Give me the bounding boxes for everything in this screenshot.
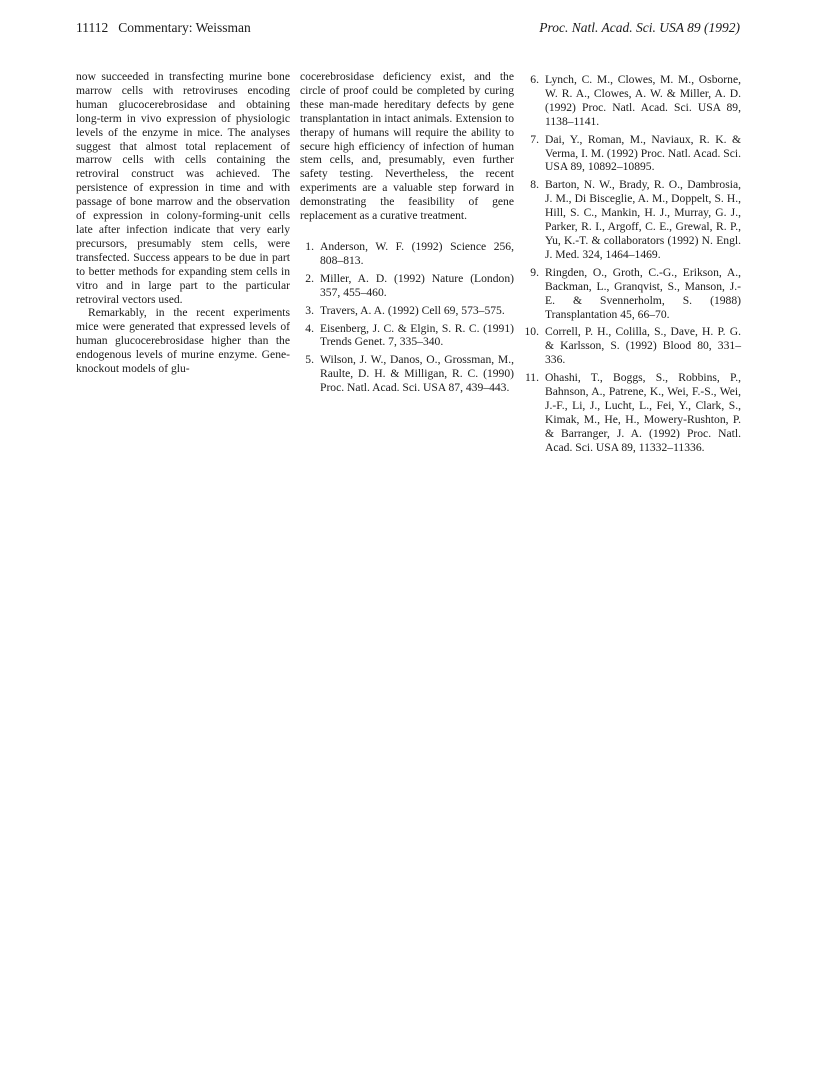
reference-item: 2. Miller, A. D. (1992) Nature (London) 357, 455–460.	[305, 271, 514, 299]
running-header	[76, 20, 740, 38]
column-2	[300, 70, 514, 399]
body-paragraph-2-end: cocerebrosidase deficiency exist, and the circle of proof could be completed by curing these man-made hereditary defects by gene transplantation in intact animals. Extension to therapy of humans will require the ability to secure high efficiency of infection of human stem cells, and, presumably, even further safety testing. Nevertheless, the recent experiments are a valuable step forward in demonstrating the feasibility of gene replacement as a curative treatment.	[300, 70, 514, 223]
reference-item: 7. Dai, Y., Roman, M., Naviaux, R. K. & Verma, I. M. (1992) Proc. Natl. Acad. Sci. USA 89, 10892–10895.	[530, 132, 741, 174]
reference-list-part-2	[523, 73, 741, 455]
reference-item: 4. Eisenberg, J. C. & Elgin, S. R. C. (1991) Trends Genet. 7, 335–340.	[305, 321, 514, 349]
reference-item: 9. Ringden, O., Groth, C.-G., Erikson, A., Backman, L., Granqvist, S., Manson, J.-E. & Svennerholm, S. (1988) Transplantation 45, 66–70.	[530, 265, 741, 321]
reference-item: 6. Lynch, C. M., Clowes, M. M., Osborne, W. R. A., Clowes, A. W. & Miller, A. D. (1992) Proc. Natl. Acad. Sci. USA 89, 1138–1141.	[530, 73, 741, 128]
page-number: 11112	[76, 20, 109, 35]
reference-item: 3. Travers, A. A. (1992) Cell 69, 573–575.	[305, 303, 505, 317]
column-1	[76, 70, 290, 376]
reference-list-part-1	[300, 240, 514, 395]
column-3	[523, 73, 741, 459]
body-paragraph-2-start: Remarkably, in the recent experiments mice were generated that expressed levels of human glucocerebrosidase higher than the endogenous levels of murine enzyme. Gene-knockout models of glu-	[76, 306, 290, 376]
header-left	[76, 20, 251, 36]
reference-item: 11. Ohashi, T., Boggs, S., Robbins, P., Bahnson, A., Patrene, K., Wei, F.-S., Wei, J.-F., Li, J., Lucht, L., Fei, Y., Clark, S., Kimak, M., He, H., Mowery-Rushton, P. & Barranger, J. A. (1992) Proc. Natl. Acad. Sci. USA 89, 11332–11336.	[524, 371, 741, 454]
body-paragraph-1: now succeeded in transfecting murine bone marrow cells with retroviruses encoding human glucocerebrosidase and obtaining long-term in vivo expression of physiologic levels of the enzyme in mice. The analyses suggest that almost total replacement of marrow cells with cells containing the retroviral construct was achieved. The persistence of expression in time and with passage of bone marrow and the observation of expression in colony-forming-unit cells late after infection indicate that very early precursors, presumably stem cells, were transfected. Success appears to be due in part to better methods for expanding stem cells in vitro and in large part to the particular retroviral vectors used.	[76, 70, 290, 306]
journal-citation: Proc. Natl. Acad. Sci. USA 89 (1992)	[539, 20, 740, 35]
reference-item: 5. Wilson, J. W., Danos, O., Grossman, M., Raulte, D. H. & Milligan, R. C. (1990) Proc. Natl. Acad. Sci. USA 87, 439–443.	[305, 353, 514, 395]
running-title: Commentary: Weissman	[118, 20, 251, 35]
reference-item: 8. Barton, N. W., Brady, R. O., Dambrosia, J. M., Di Bisceglie, A. M., Doppelt, S. H., Hill, S. C., Mankin, H. J., Murray, G. J., Parker, R. I., Argoff, C. E., Grewal, R. P., Yu, K.-T. & collaborators (1992) N. Engl. J. Med. 324, 1464–1469.	[530, 178, 741, 261]
reference-item: 1. Anderson, W. F. (1992) Science 256, 808–813.	[305, 239, 514, 267]
reference-item: 10. Correll, P. H., Colilla, S., Dave, H. P. G. & Karlsson, S. (1992) Blood 80, 331–336.	[524, 325, 741, 367]
